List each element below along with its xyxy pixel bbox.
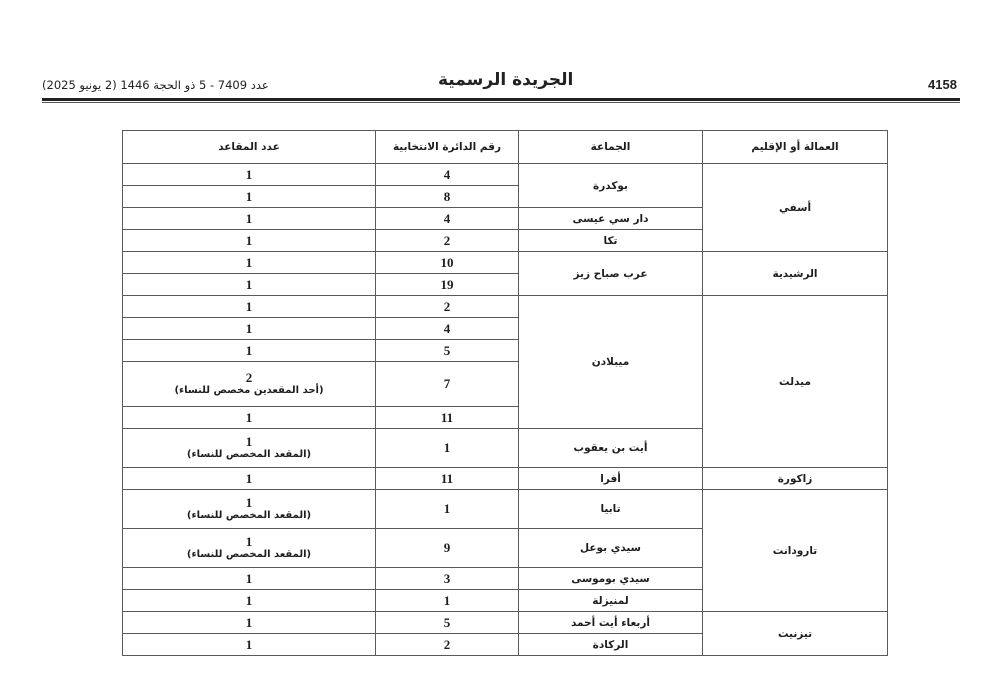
seats-count: 2 — [245, 370, 253, 385]
district-cell: 2 — [376, 296, 519, 318]
seats-cell — [123, 362, 376, 407]
table-row — [123, 296, 888, 318]
district-cell: 8 — [376, 186, 519, 208]
seats-count: 1 — [245, 495, 253, 510]
seats-count: 1 — [245, 534, 253, 549]
district-cell: 1 — [376, 429, 519, 468]
journal-title: الجريدة الرسمية — [438, 70, 574, 90]
header-rule-thin — [42, 102, 960, 103]
seats-count: 1 — [245, 434, 253, 449]
col-header-seats: عدد المقاعد — [123, 131, 376, 164]
district-cell: 5 — [376, 340, 519, 362]
seats-cell: 1 — [123, 230, 376, 252]
commune-cell: ميبلادن — [519, 296, 703, 429]
commune-cell: أيت بن يعقوب — [519, 429, 703, 468]
seats-cell: 1 — [123, 274, 376, 296]
province-cell: تارودانت — [703, 490, 888, 612]
seats-cell: 1 — [123, 318, 376, 340]
commune-cell: أربعاء أيت أحمد — [519, 612, 703, 634]
seats-cell: 1 — [123, 208, 376, 230]
province-cell: تيزنيت — [703, 612, 888, 656]
table-row — [123, 164, 888, 186]
district-cell: 4 — [376, 318, 519, 340]
commune-cell: عرب صباح زيز — [519, 252, 703, 296]
seats-cell — [123, 529, 376, 568]
page-header — [0, 0, 1000, 110]
commune-cell: الركادة — [519, 634, 703, 656]
table-row — [123, 468, 888, 490]
header-rule — [42, 98, 960, 101]
district-cell: 9 — [376, 529, 519, 568]
seats-cell — [123, 490, 376, 529]
col-header-district: رقم الدائرة الانتخابية — [376, 131, 519, 164]
seats-cell: 1 — [123, 612, 376, 634]
district-cell: 5 — [376, 612, 519, 634]
district-cell: 10 — [376, 252, 519, 274]
commune-cell: سيدي بوموسى — [519, 568, 703, 590]
table-row — [123, 490, 888, 529]
district-cell: 4 — [376, 164, 519, 186]
province-cell: أسفي — [703, 164, 888, 252]
district-cell: 4 — [376, 208, 519, 230]
seats-cell: 1 — [123, 296, 376, 318]
seats-note: (المقعد المخصص للنساء) — [186, 549, 312, 560]
seats-note: (المقعد المخصص للنساء) — [186, 510, 312, 521]
district-cell: 1 — [376, 490, 519, 529]
commune-cell: لمنيزلة — [519, 590, 703, 612]
table-row — [123, 252, 888, 274]
district-cell: 2 — [376, 230, 519, 252]
seats-note: (المقعد المخصص للنساء) — [186, 449, 312, 460]
electoral-seats-table — [122, 130, 888, 656]
district-cell: 1 — [376, 590, 519, 612]
seats-cell: 1 — [123, 468, 376, 490]
seats-cell: 1 — [123, 634, 376, 656]
seats-cell: 1 — [123, 186, 376, 208]
province-cell: الرشيدية — [703, 252, 888, 296]
table-row — [123, 612, 888, 634]
seats-cell — [123, 429, 376, 468]
district-cell: 11 — [376, 468, 519, 490]
province-cell: ميدلت — [703, 296, 888, 468]
district-cell: 7 — [376, 362, 519, 407]
district-cell: 19 — [376, 274, 519, 296]
seats-cell: 1 — [123, 590, 376, 612]
commune-cell: بوكدرة — [519, 164, 703, 208]
seats-cell: 1 — [123, 568, 376, 590]
seats-cell: 1 — [123, 340, 376, 362]
table-header-row — [123, 131, 888, 164]
province-cell: زاكورة — [703, 468, 888, 490]
col-header-commune: الجماعة — [519, 131, 703, 164]
commune-cell: تابيا — [519, 490, 703, 529]
col-header-province: العمالة أو الإقليم — [703, 131, 888, 164]
seats-cell: 1 — [123, 407, 376, 429]
commune-cell: سيدي بوعل — [519, 529, 703, 568]
commune-cell: أفرا — [519, 468, 703, 490]
district-cell: 2 — [376, 634, 519, 656]
commune-cell: تكا — [519, 230, 703, 252]
district-cell: 3 — [376, 568, 519, 590]
seats-cell: 1 — [123, 252, 376, 274]
district-cell: 11 — [376, 407, 519, 429]
seats-cell: 1 — [123, 164, 376, 186]
commune-cell: دار سي عيسى — [519, 208, 703, 230]
seats-note: (أحد المقعدين مخصص للنساء) — [174, 385, 324, 396]
issue-info: عدد 7409 - 5 ذو الحجة 1446 (2 يونيو 2025) — [42, 78, 269, 92]
page-number: 4158 — [928, 77, 957, 92]
